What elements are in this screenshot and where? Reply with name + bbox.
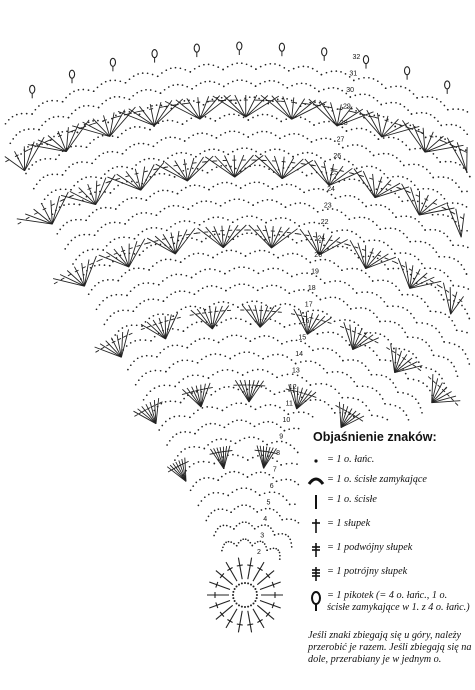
legend [305, 430, 470, 622]
row-number: 2 [257, 548, 261, 556]
instruction-note: Jeśli znaki zbiegają się u góry, należy przerobić je razem. Jeśli zbiegają się na dole, przerabiany je w jednym o. [308, 630, 472, 665]
row-number: 26 [333, 152, 342, 160]
row-number: 4 [263, 515, 268, 523]
legend-item-picot [305, 590, 470, 614]
row-number: 12 [288, 383, 297, 391]
row-number: 28 [339, 119, 348, 127]
row-number: 22 [320, 218, 329, 226]
row-number: 5 [266, 499, 271, 507]
legend-text: = 1 słupek [327, 518, 371, 529]
row-number: 19 [311, 268, 319, 276]
row-number: 13 [292, 367, 300, 375]
legend-item-chain [305, 454, 470, 466]
row-number: 32 [352, 53, 361, 61]
row-number: 7 [272, 466, 277, 474]
legend-text: = 1 o. ścisłe [327, 494, 377, 505]
row-number: 3 [260, 532, 265, 540]
row-number: 14 [295, 350, 303, 358]
chain-dot-icon [305, 454, 327, 466]
legend-text: = 1 pikotek (= 4 o. łańc., 1 o. ścisłe zamykające w 1. z 4 o. łańc.) [327, 590, 470, 613]
row-number: 24 [327, 185, 335, 193]
row-number: 31 [349, 70, 358, 78]
double-crochet-icon [305, 518, 327, 534]
row-number: 8 [276, 449, 281, 457]
legend-text: = 1 o. łańc. [327, 454, 375, 465]
row-number: 10 [282, 416, 291, 424]
row-number: 23 [323, 202, 332, 210]
row-number: 18 [307, 284, 316, 292]
slip-stitch-arc-icon [305, 474, 327, 486]
picot-icon [305, 590, 327, 612]
legend-item-slip-stitch [305, 474, 470, 486]
triple-treble-icon [305, 566, 327, 582]
legend-text: = 1 podwójny słupek [327, 542, 413, 553]
legend-item-double-crochet [305, 518, 470, 534]
legend-item-treble [305, 542, 470, 558]
row-number: 6 [269, 482, 274, 490]
legend-item-triple-treble [305, 566, 470, 582]
row-number: 21 [317, 235, 326, 243]
row-number: 27 [336, 136, 345, 144]
row-number: 9 [279, 433, 284, 441]
row-number: 20 [314, 251, 323, 259]
legend-title: Objaśnienie znaków: [313, 430, 437, 444]
row-number: 16 [301, 317, 310, 325]
legend-text: = 1 potrójny słupek [327, 566, 408, 577]
row-number: 30 [346, 86, 354, 94]
legend-text: = 1 o. ścisłe zamykające [327, 474, 427, 485]
row-number: 29 [343, 103, 351, 111]
row-number: 25 [330, 169, 338, 177]
row-number: 15 [298, 334, 307, 342]
row-number: 11 [285, 400, 293, 408]
row-number: 17 [304, 301, 313, 309]
legend-item-single-crochet [305, 494, 470, 510]
treble-crochet-icon [305, 542, 327, 558]
single-crochet-bar-icon [305, 494, 327, 510]
